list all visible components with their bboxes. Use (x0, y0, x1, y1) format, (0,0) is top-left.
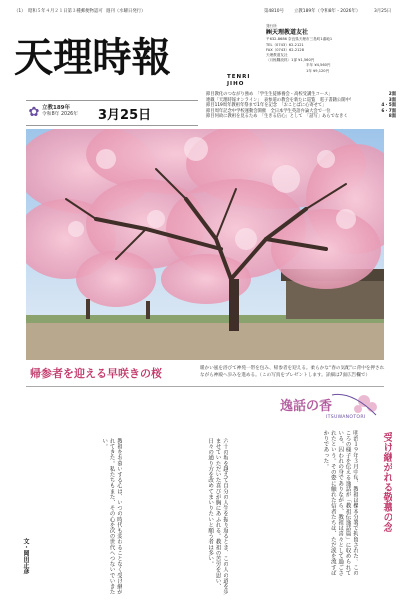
photo-caption-body (200, 365, 386, 379)
contents-text: 連載「天理時報オンライン」 表参道の教会を新たに巡覧 電子書籍公開中！ (206, 97, 355, 103)
contents-page: 4・5面 (381, 103, 396, 109)
issue-day: 3月25日 (374, 9, 392, 14)
cherry-blossom-illustration (26, 129, 384, 360)
publisher-postal: 〒632-8686 奈良県天理市三島町1番地1 (266, 37, 333, 42)
contents-row[interactable] (206, 114, 396, 120)
issue-era-sub: 令和8年 (42, 112, 60, 117)
article-paragraph-3: 教祖をお慕いする心は、いつの時代も変わることなく受け継がれてきた。私たちもまた、その心を次の世代へつないでいきたい。 (101, 438, 122, 595)
newspaper-title: 天理時報 (14, 34, 171, 81)
page-number: （1） (14, 9, 26, 14)
publisher-name: ㈱天理教道友社 (266, 29, 309, 37)
title-romaji (227, 74, 267, 88)
weekly-label: 週刊（水曜日発行） (106, 9, 146, 14)
title-romaji-line1: TENRI (227, 74, 251, 80)
issue-era-sub2: 2026年 (60, 112, 78, 117)
star-emblem-icon: ✿ (28, 105, 40, 120)
photo-caption-headline: 帰参者を迎える早咲きの桜 (30, 367, 162, 380)
publisher-tel: TEL（0743）62-2121 (266, 42, 304, 47)
publisher-info (266, 24, 396, 88)
postal-registration: 昭和５年４月２１日第３種郵便物認可 (28, 9, 103, 14)
article-paragraph-1: 明治１９年３月中旬、教祖は櫟本分署で拘留された。このころの様子を伝える逸話が「教祖伝逸話篇」に収められている。囚われの身でありながら、教祖は喜々として過ごされたという。その姿に触れた信者たちは、ただ涙を流すばかりであった。 (322, 430, 358, 576)
subscription-rate-1: 〈月極購読料〉1部 ¥1,560円 (266, 58, 315, 63)
column-romaji: ITSUWANOTORI (326, 415, 366, 420)
article-paragraph-2: 六十の坂を越えて自分の人生を振り返るとき、この人の道を歩ませていただいた喜びが胸にあふれる。教祖の苦労を思い、日々の通り方を改めてまいりたいと願う者は多い。 (207, 438, 228, 595)
subscription-rate-3: 1年 ¥9,120円 (306, 68, 330, 73)
issuer-label: 発行所 (266, 24, 277, 28)
contents-text: 節目119周年教祖年祭まで1年を記念 「おことばに心寄せて」 (206, 103, 327, 109)
masthead (14, 24, 264, 92)
issue-date: 3月25日 (98, 108, 152, 123)
column-logo (272, 387, 382, 435)
publisher-fax: FAX（0743）62-2128 (266, 47, 305, 52)
article-byline: 文・岡田正彦 (22, 538, 29, 574)
issue-era (42, 105, 78, 118)
issue-era-label: 立教189年 (42, 105, 70, 111)
publisher-shop: 天理教道友社 (266, 53, 288, 58)
cherry-blossom-photo (26, 129, 384, 360)
contents-page: 6・7面 (381, 108, 396, 114)
column-title: 逸話の香 (280, 399, 333, 414)
contents-page: 3面 (388, 97, 396, 103)
top-info-line (14, 6, 396, 16)
article-headline: 受け継がれる敬慕の念 (381, 432, 392, 532)
contents-page: 2面 (388, 92, 396, 97)
contents-text: 節目教化のつながり強め 「学生生徒修養会・高校受講生コース」 (206, 92, 333, 97)
date-band (26, 100, 198, 126)
subscription-rate-2: 半年 ¥4,560円 (306, 63, 331, 68)
contents-page: 8面 (388, 114, 396, 120)
contents-text: 節目何故に教祖を見るため 「生きる信心」として 「話写」あらでなきく (206, 114, 348, 120)
title-romaji-line2: JIHO (227, 81, 245, 87)
issue-number: 第4810号 (264, 9, 284, 14)
contents-text: 節目周年記念中学校運動会開催 全日本学生英語弁論大会で一位 (206, 108, 331, 114)
photo-caption-text: 暖かい風を浴びて神苑一帯を包み、帰参者を迎える。柔らかな“春の気配”に背中を押されながら神殿へ歩みを進める。（この写真をプレゼントします。詳細は7面広告欄で） (200, 366, 385, 378)
issue-date-line: 立教189年（令和8年・2026年） (294, 9, 361, 14)
